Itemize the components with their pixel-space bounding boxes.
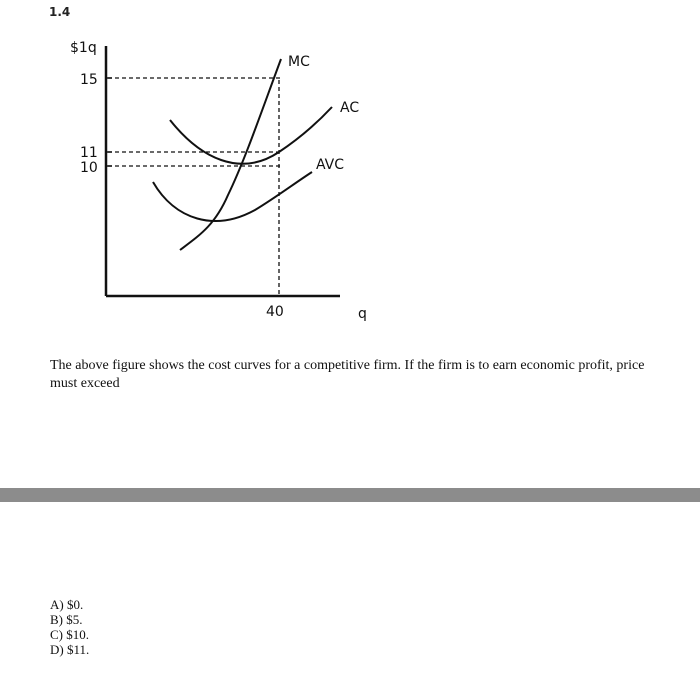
option-b-letter: B) (50, 612, 63, 627)
y-tick-label-15: 15 (80, 72, 98, 88)
mc-curve (180, 59, 281, 250)
ac-label: AC (340, 100, 360, 116)
question-text: The above figure shows the cost curves for a competitive firm. If the firm is to earn economic profit, price must exceed (50, 358, 645, 391)
option-c-letter: C) (50, 627, 63, 642)
option-d-text: $11. (66, 642, 90, 657)
x-tick-label-40: 40 (266, 304, 284, 320)
answer-options (50, 597, 89, 657)
option-a-text: $0. (66, 597, 84, 612)
option-b-text: $5. (66, 612, 83, 627)
option-a-letter: A) (50, 597, 64, 612)
avc-curve (153, 172, 312, 221)
y-tick-label-10: 10 (80, 160, 98, 176)
mc-label: MC (288, 54, 310, 70)
option-c[interactable] (50, 627, 89, 642)
option-c-text: $10. (66, 627, 89, 642)
option-d[interactable] (50, 642, 89, 657)
ac-curve (170, 107, 332, 164)
option-d-letter: D) (50, 642, 64, 657)
divider-bar (0, 488, 700, 502)
x-axis-label: q (358, 306, 367, 322)
question-number: 1.4 (49, 5, 71, 19)
option-a[interactable] (50, 597, 89, 612)
y-tick-label-11: 11 (80, 145, 98, 161)
option-b[interactable] (50, 612, 89, 627)
y-axis-label: $1q (70, 40, 97, 56)
avc-label: AVC (316, 157, 345, 173)
